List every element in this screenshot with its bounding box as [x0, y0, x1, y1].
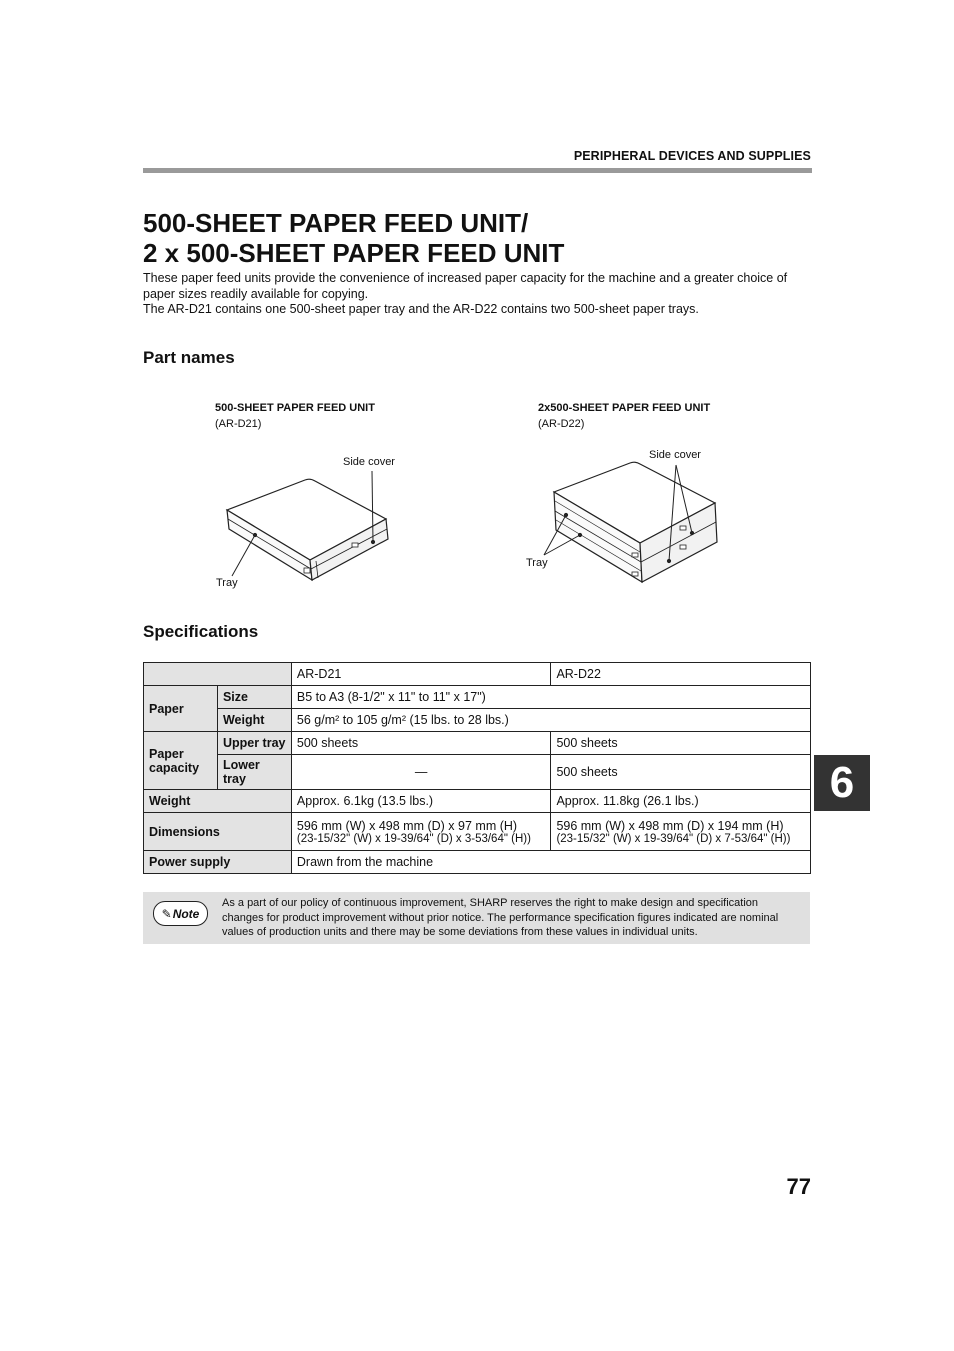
- chapter-tab: 6: [814, 755, 870, 811]
- weight-ar-d21: Approx. 6.1kg (13.5 lbs.): [291, 790, 551, 813]
- part-names-heading: Part names: [143, 348, 235, 367]
- unit2-side-cover-label: Side cover: [649, 449, 701, 461]
- table-row: [144, 709, 811, 732]
- row-label-weight: Weight: [144, 790, 292, 813]
- pencil-icon: ✎: [161, 906, 172, 921]
- unit1-title: 500-SHEET PAPER FEED UNIT: [215, 402, 375, 414]
- specifications-heading: Specifications: [143, 622, 259, 641]
- unit1-side-cover-label: Side cover: [343, 456, 395, 468]
- lower-tray-ar-d21: —: [291, 755, 551, 790]
- upper-tray-ar-d22: 500 sheets: [551, 732, 811, 755]
- part-names-diagram: [140, 395, 840, 605]
- table-corner-cell: [144, 663, 292, 686]
- dimensions-ar-d21-imperial: (23-15/32" (W) x 19-39/64" (D) x 3-53/64" (H)): [296, 832, 531, 845]
- dimensions-ar-d22-metric: 596 mm (W) x 498 mm (D) x 194 mm (H): [556, 818, 784, 833]
- dimensions-ar-d21: [291, 813, 551, 851]
- row-label-size: Size: [217, 686, 291, 709]
- note-badge: [153, 901, 208, 926]
- table-row: [144, 732, 811, 755]
- intro-paragraph-2: The AR-D21 contains one 500-sheet paper tray and the AR-D22 contains two 500-sheet paper trays.: [143, 302, 699, 316]
- dimensions-ar-d22-imperial: (23-15/32" (W) x 19-39/64" (D) x 7-53/64" (H)): [556, 832, 791, 845]
- table-row: [144, 790, 811, 813]
- note-text: As a part of our policy of continuous improvement, SHARP reserves the right to make design and specification changes for product improvement without prior notice. The performance specification figures indicated are nominal values of production units and there may be some deviations from these values in individual units.: [222, 897, 779, 938]
- upper-tray-ar-d21: 500 sheets: [291, 732, 551, 755]
- table-row: [144, 663, 811, 686]
- row-label-paper-capacity: Paper capacity: [144, 732, 218, 790]
- row-label-paper: Paper: [144, 686, 218, 732]
- page-title-line2: 2 x 500-SHEET PAPER FEED UNIT: [143, 238, 565, 268]
- row-label-power-supply: Power supply: [144, 851, 292, 874]
- table-row: [144, 755, 811, 790]
- unit1-model: (AR-D21): [215, 418, 262, 430]
- power-supply-value: Drawn from the machine: [291, 851, 810, 874]
- page-number: 77: [786, 1174, 811, 1199]
- specifications-table: [143, 662, 811, 874]
- intro-text: [143, 271, 813, 318]
- table-row: [144, 851, 811, 874]
- header-rule: [143, 168, 812, 173]
- col-header-ar-d22: AR-D22: [551, 663, 811, 686]
- unit2-title: 2x500-SHEET PAPER FEED UNIT: [538, 402, 711, 414]
- unit2-model: (AR-D22): [538, 418, 585, 430]
- lower-tray-ar-d22: 500 sheets: [551, 755, 811, 790]
- page-title: [143, 208, 564, 268]
- row-label-lower-tray: Lower tray: [217, 755, 291, 790]
- row-label-dimensions: Dimensions: [144, 813, 292, 851]
- note-badge-label: Note: [172, 906, 200, 921]
- weight-ar-d22: Approx. 11.8kg (26.1 lbs.): [551, 790, 811, 813]
- dimensions-ar-d22: [551, 813, 811, 851]
- table-row: [144, 813, 811, 851]
- ar-d21-illustration: [227, 479, 388, 580]
- dimensions-ar-d21-metric: 596 mm (W) x 498 mm (D) x 97 mm (H): [296, 818, 518, 833]
- paper-weight-value: 56 g/m² to 105 g/m² (15 lbs. to 28 lbs.): [291, 709, 810, 732]
- unit2-tray-label: Tray: [526, 557, 548, 569]
- section-header: PERIPHERAL DEVICES AND SUPPLIES: [573, 149, 811, 163]
- intro-paragraph-1: These paper feed units provide the convenience of increased paper capacity for the machine and a greater choice of paper sizes readily available for copying.: [143, 271, 788, 301]
- ar-d22-illustration: [554, 462, 717, 582]
- size-value: B5 to A3 (8-1/2" x 11" to 11" x 17"): [291, 686, 810, 709]
- table-row: [144, 686, 811, 709]
- row-label-upper-tray: Upper tray: [217, 732, 291, 755]
- unit1-tray-label: Tray: [216, 577, 238, 589]
- col-header-ar-d21: AR-D21: [291, 663, 551, 686]
- row-label-paper-weight: Weight: [217, 709, 291, 732]
- page-title-line1: 500-SHEET PAPER FEED UNIT/: [143, 208, 529, 238]
